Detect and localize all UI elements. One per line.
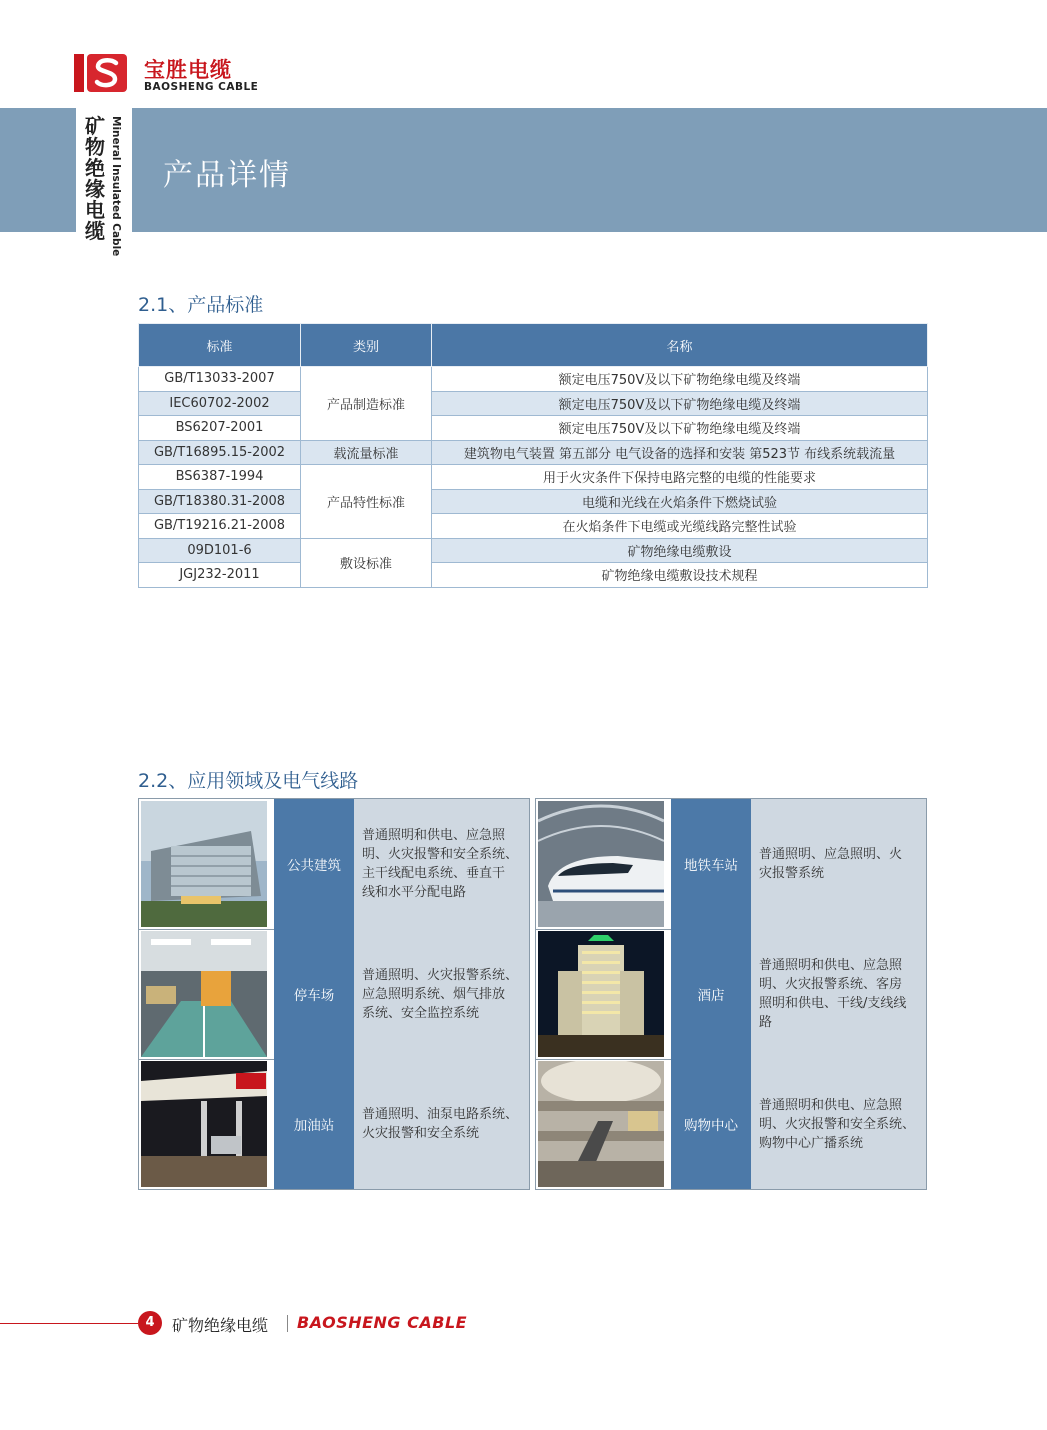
cell-standard: 09D101-6 <box>139 538 301 563</box>
brand-name-cn: 宝胜电缆 <box>144 58 232 82</box>
category-description <box>751 799 926 929</box>
cell-name: 在火焰条件下电缆或光缆线路完整性试验 <box>432 514 928 539</box>
seal-stamp <box>74 54 84 92</box>
table-row <box>139 563 928 588</box>
application-row <box>536 929 926 1059</box>
header-name: 名称 <box>432 324 928 367</box>
category-label: 地铁车站 <box>671 799 751 929</box>
cell-standard: GB/T16895.15-2002 <box>139 440 301 465</box>
table-row <box>139 514 928 539</box>
applications-right <box>535 798 927 1190</box>
footer-divider <box>287 1315 288 1332</box>
description-line: 应急照明系统、烟气排放 <box>362 986 506 1002</box>
application-row <box>536 799 926 929</box>
description-line: 普通照明和供电、应急照 <box>759 1097 903 1113</box>
category-description <box>354 929 529 1059</box>
table-row <box>139 538 928 563</box>
cell-standard: GB/T19216.21-2008 <box>139 514 301 539</box>
parking-garage-photo <box>141 931 267 1057</box>
table-header-row <box>139 324 928 367</box>
application-row <box>536 1059 926 1189</box>
description-line: 普通照明和供电、应急照 <box>362 828 506 843</box>
cell-standard: GB/T13033-2007 <box>139 367 301 392</box>
category-label: 停车场 <box>274 929 354 1059</box>
cell-name: 矿物绝缘电缆敷设 <box>432 538 928 563</box>
office-building-photo <box>141 801 267 927</box>
table-row <box>139 440 928 465</box>
cell-standard: BS6387-1994 <box>139 465 301 490</box>
table-row <box>139 391 928 416</box>
footer-rule <box>0 1323 138 1324</box>
section-title-standards: 2.1、产品标准 <box>138 294 264 316</box>
application-row <box>139 799 529 929</box>
description-line: 火灾报警和安全系统 <box>362 1126 480 1141</box>
category-label: 购物中心 <box>671 1059 751 1189</box>
description-line: 灾报警系统 <box>759 866 825 881</box>
cell-category: 产品制造标准 <box>301 367 432 441</box>
footer-title-en: BAOSHENG CABLE <box>297 1313 468 1332</box>
category-description <box>354 799 529 929</box>
side-label <box>76 108 132 257</box>
cell-name: 建筑物电气装置 第五部分 电气设备的选择和安装 第523节 布线系统载流量 <box>432 440 928 465</box>
application-row <box>139 1059 529 1189</box>
brand-logo <box>74 52 259 96</box>
table-row <box>139 489 928 514</box>
description-line: 系统、安全监控系统 <box>362 1005 480 1021</box>
cell-category: 载流量标准 <box>301 440 432 465</box>
side-label-cn: 矿物绝缘电缆 <box>85 114 105 243</box>
description-line: 明、火灾报警和安全系统、 <box>759 1116 916 1132</box>
description-line: 线和水平分配电路 <box>362 885 467 900</box>
cell-standard: JGJ232-2011 <box>139 563 301 588</box>
cell-category: 敷设标准 <box>301 538 432 587</box>
shopping-mall-photo <box>538 1061 664 1187</box>
brand-name-en: BAOSHENG CABLE <box>144 81 259 93</box>
description-line: 路 <box>759 1015 773 1030</box>
application-row <box>139 929 529 1059</box>
gas-station-photo <box>141 1061 267 1187</box>
header-category: 类别 <box>301 324 432 367</box>
description-line: 主干线配电系统、垂直干 <box>362 866 506 881</box>
cell-standard: BS6207-2001 <box>139 416 301 441</box>
header-banner <box>0 108 1047 232</box>
table-row <box>139 416 928 441</box>
category-label: 酒店 <box>671 929 751 1059</box>
table-row <box>139 367 928 392</box>
description-line: 普通照明、油泵电路系统、 <box>362 1107 519 1122</box>
description-line: 普通照明和供电、应急照 <box>759 958 903 973</box>
cell-standard: IEC60702-2002 <box>139 391 301 416</box>
cell-name: 额定电压750V及以下矿物绝缘电缆及终端 <box>432 416 928 441</box>
category-description <box>751 1059 926 1189</box>
cell-standard: GB/T18380.31-2008 <box>139 489 301 514</box>
cell-category: 产品特性标准 <box>301 465 432 539</box>
page-number: 4 <box>138 1311 162 1335</box>
description-line: 明、火灾报警系统、客房 <box>759 977 903 992</box>
side-label-en: Mineral Insulated Cable <box>110 116 122 257</box>
maglev-train-photo <box>538 801 664 927</box>
cell-name: 电缆和光线在火焰条件下燃烧试验 <box>432 489 928 514</box>
cell-name: 额定电压750V及以下矿物绝缘电缆及终端 <box>432 367 928 392</box>
standards-table <box>138 323 928 588</box>
hotel-building-photo <box>538 931 664 1057</box>
cell-name: 用于火灾条件下保持电路完整的电缆的性能要求 <box>432 465 928 490</box>
description-line: 明、火灾报警和安全系统、 <box>362 847 519 862</box>
applications-left <box>138 798 530 1190</box>
category-description <box>751 929 926 1059</box>
cell-name: 额定电压750V及以下矿物绝缘电缆及终端 <box>432 391 928 416</box>
section-title-applications: 2.2、应用领域及电气线路 <box>138 770 359 792</box>
page-title: 产品详情 <box>163 158 291 193</box>
category-label: 公共建筑 <box>274 799 354 929</box>
description-line: 普通照明、应急照明、火 <box>759 847 903 862</box>
category-label: 加油站 <box>274 1059 354 1189</box>
description-line: 照明和供电、干线/支线线 <box>759 996 907 1011</box>
header-standard: 标准 <box>139 324 301 367</box>
category-description <box>354 1059 529 1189</box>
cell-name: 矿物绝缘电缆敷设技术规程 <box>432 563 928 588</box>
logo-s-mark <box>87 54 127 92</box>
table-row <box>139 465 928 490</box>
description-line: 购物中心广播系统 <box>759 1135 864 1151</box>
description-line: 普通照明、火灾报警系统、 <box>362 967 519 983</box>
footer-title-cn: 矿物绝缘电缆 <box>172 1316 269 1335</box>
